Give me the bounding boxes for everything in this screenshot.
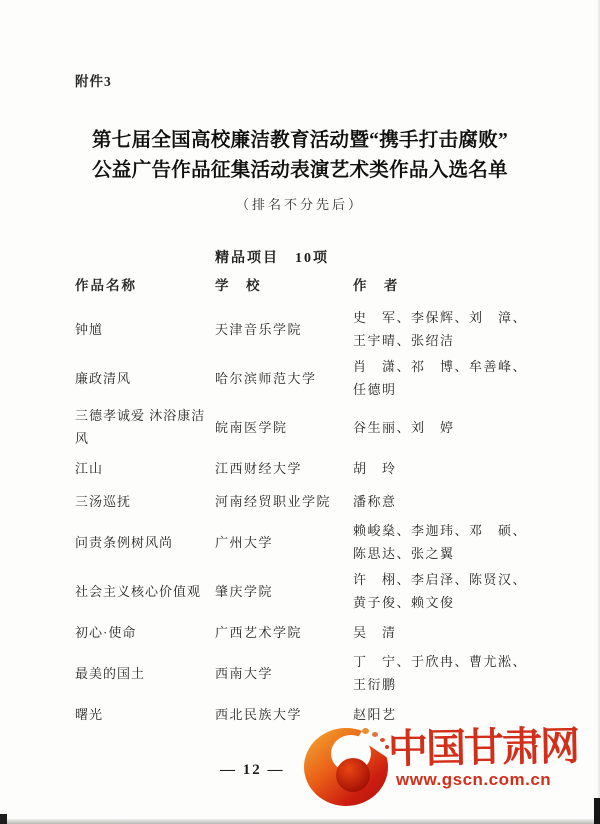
title-line-1: 第七届全国高校廉洁教育活动暨“携手打击腐败” bbox=[91, 130, 509, 151]
table-row bbox=[75, 355, 537, 401]
header-school: 学 校 bbox=[215, 277, 262, 293]
school-cell: 皖南医学院 bbox=[215, 419, 288, 435]
table-header-row bbox=[75, 272, 537, 298]
work-title-cell: 廉政清风 bbox=[75, 370, 132, 386]
work-title-cell: 三德孝诚爱 沐浴康洁风 bbox=[75, 408, 206, 446]
winners-table bbox=[75, 272, 537, 732]
authors-cell: 潘称意 bbox=[353, 493, 397, 509]
gscn-swirl-icon bbox=[304, 728, 388, 806]
scan-corner-bottom-left bbox=[0, 814, 7, 824]
work-title-cell: 三汤巡抚 bbox=[75, 493, 132, 509]
school-cell: 河南经贸职业学院 bbox=[215, 493, 332, 509]
table-row bbox=[75, 486, 537, 516]
work-title-cell: 初心·使命 bbox=[75, 624, 137, 640]
gscn-logo bbox=[300, 722, 590, 807]
school-cell: 肇庆学院 bbox=[215, 583, 274, 599]
site-name: 中国甘肃网 bbox=[387, 723, 579, 772]
title-line-2: 公益广告作品征集活动表演艺术类作品入选名单 bbox=[92, 160, 508, 181]
work-title-cell: 问责条例树风尚 bbox=[75, 534, 174, 550]
ranking-note: （排名不分先后） bbox=[235, 197, 364, 212]
table-row bbox=[75, 650, 537, 696]
authors-cell: 肖 潇、祁 博、牟善峰、任德明 bbox=[353, 359, 528, 397]
authors-cell: 史 军、李保辉、刘 漳、王宇晴、张绍洁 bbox=[353, 310, 528, 348]
authors-cell: 胡 玲 bbox=[353, 460, 397, 476]
work-title-cell: 江山 bbox=[75, 460, 104, 476]
section-heading: 精品项目 10项 bbox=[215, 251, 329, 266]
authors-cell: 许 栩、李启泽、陈贤汉、黄子俊、赖文俊 bbox=[353, 572, 528, 610]
scan-edge-bottom bbox=[0, 819, 600, 824]
header-work-title: 作品名称 bbox=[75, 277, 137, 293]
work-title-cell: 最美的国土 bbox=[75, 665, 146, 681]
authors-cell: 赵阳艺 bbox=[353, 706, 397, 722]
table-row bbox=[75, 404, 537, 450]
school-cell: 江西财经大学 bbox=[215, 460, 303, 476]
header-author: 作 者 bbox=[353, 277, 400, 293]
table-row bbox=[75, 617, 537, 647]
school-cell: 广州大学 bbox=[215, 534, 274, 550]
school-cell: 哈尔滨师范大学 bbox=[215, 370, 317, 386]
site-url: www.gscn.com.cn bbox=[396, 770, 552, 789]
school-cell: 西北民族大学 bbox=[215, 706, 303, 722]
school-cell: 广西艺术学院 bbox=[215, 624, 303, 640]
table-row bbox=[75, 306, 537, 352]
authors-cell: 丁 宁、于欣冉、曹尤淞、王衍鹏 bbox=[353, 654, 528, 692]
table-row bbox=[75, 568, 537, 614]
scan-corner-bottom-right bbox=[594, 798, 600, 824]
school-cell: 西南大学 bbox=[215, 665, 274, 681]
authors-cell: 谷生丽、刘 婷 bbox=[353, 419, 455, 435]
work-title-cell: 社会主义核心价值观 bbox=[75, 583, 202, 599]
page-number: — 12 — bbox=[220, 762, 285, 778]
attachment-label: 附件3 bbox=[75, 74, 112, 89]
school-cell: 天津音乐学院 bbox=[215, 321, 303, 337]
table-row bbox=[75, 453, 537, 483]
work-title-cell: 钟馗 bbox=[75, 321, 104, 337]
table-row bbox=[75, 519, 537, 565]
authors-cell: 赖峻燊、李迦玮、邓 硕、陈思达、张之翼 bbox=[353, 523, 528, 561]
document-title bbox=[30, 126, 570, 186]
work-title-cell: 曙光 bbox=[75, 706, 104, 722]
authors-cell: 吴 清 bbox=[353, 624, 397, 640]
